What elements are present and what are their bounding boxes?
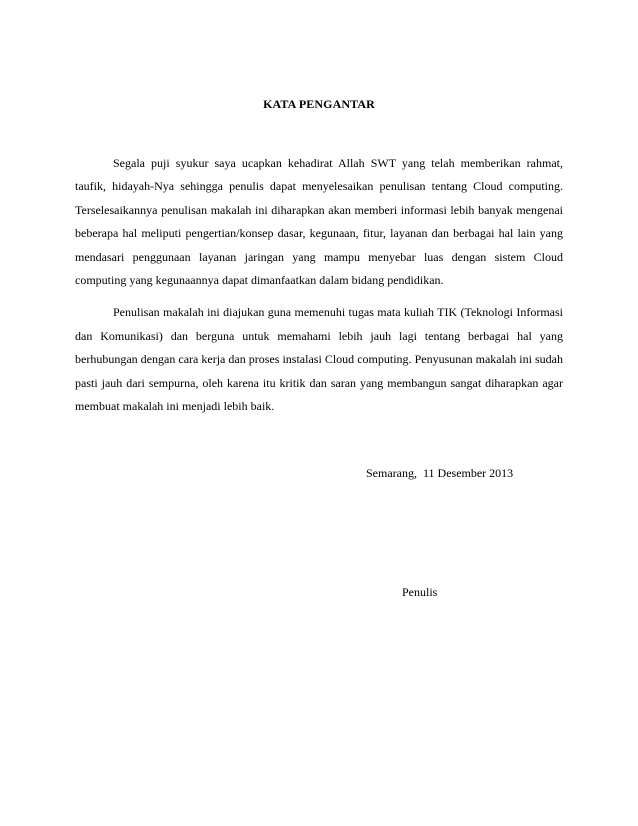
- body-text: [75, 152, 563, 427]
- paragraph-1: Segala puji syukur saya ucapkan kehadirat Allah SWT yang telah memberikan rahmat, taufik, hidayah-Nya sehingga penulis dapat menyelesaikan penulisan tentang Cloud computing. Terselesaikannya penulisan makalah ini diharapkan akan memberi informasi lebih banyak mengenai beberapa hal meliputi pengertian/konsep dasar, kegunaan, fitur, layanan dan berbagai hal lain yang mendasari penggunaan layanan jaringan yang mampu menyebar luas dengan sistem Cloud computing yang kegunaannya dapat dimanfaatkan dalam bidang pendidikan.: [75, 156, 563, 288]
- page-title: KATA PENGANTAR: [263, 97, 375, 111]
- author-signature: Penulis: [402, 585, 438, 599]
- paragraph-2: Penulisan makalah ini diajukan guna memenuhi tugas mata kuliah TIK (Teknologi Informasi dan Komunikasi) dan berguna untuk memahami lebih jauh lagi tentang berbagai hal yang berhubungan dengan cara kerja dan proses instalasi Cloud computing. Penyusunan makalah ini sudah pasti jauh dari sempurna, oleh karena itu kritik dan saran yang membangun sangat diharapkan agar membuat makalah ini menjadi lebih baik.: [75, 305, 563, 414]
- place-date: Semarang, 11 Desember 2013: [366, 466, 514, 480]
